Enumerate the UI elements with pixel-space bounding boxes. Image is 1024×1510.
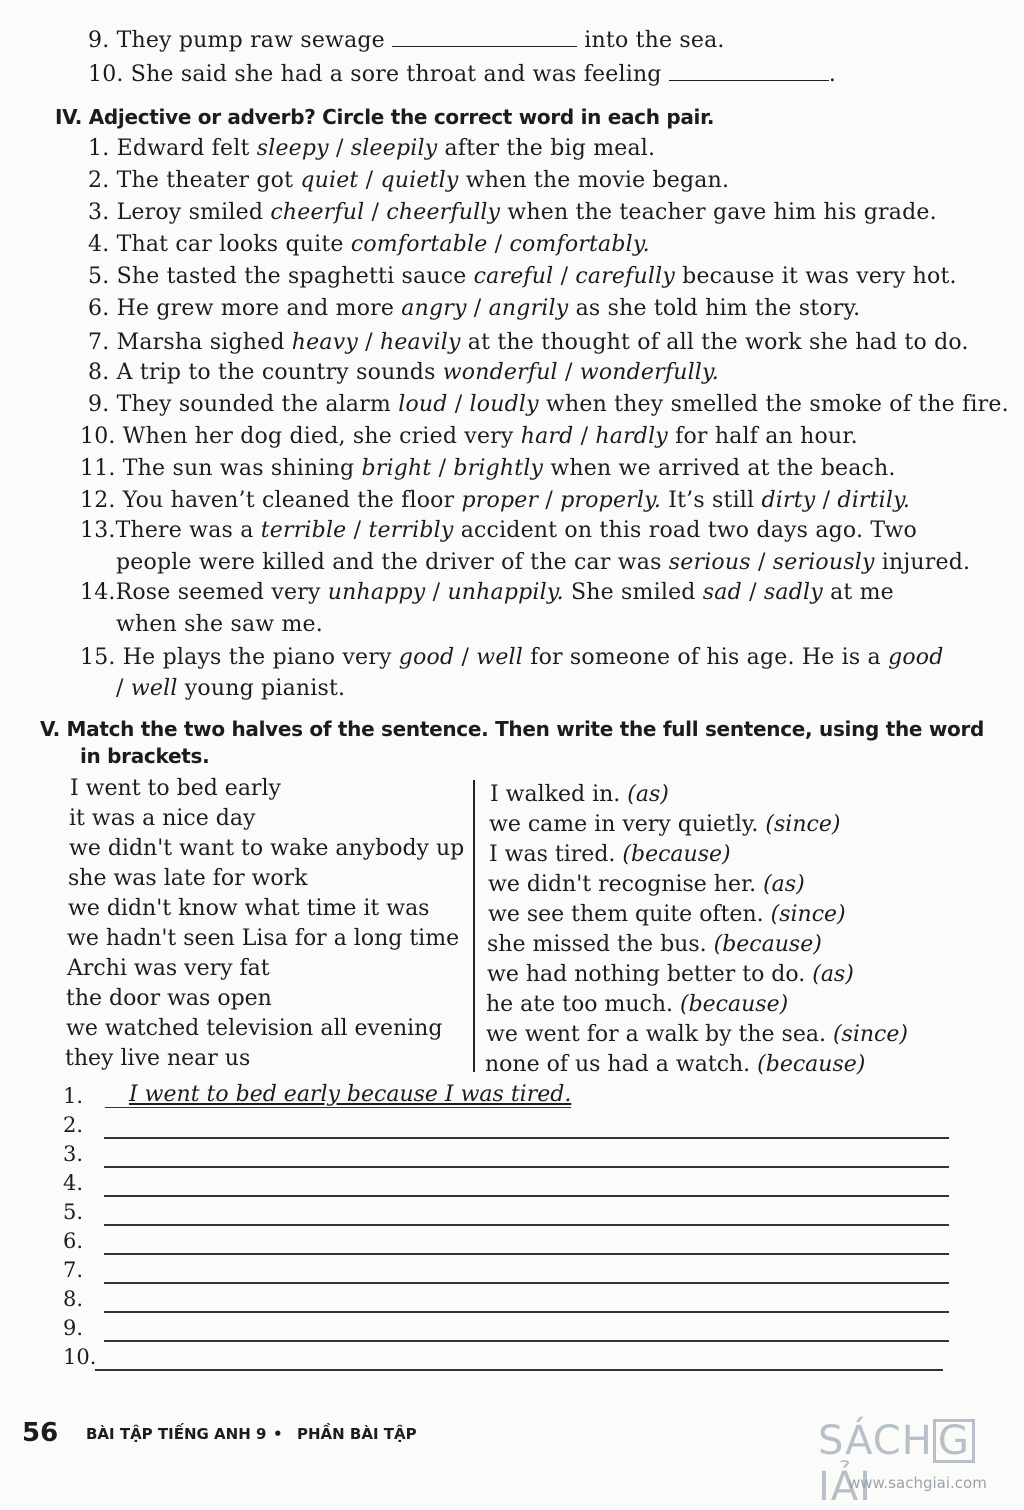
website-url: www.sachgiai.com (848, 1474, 987, 1492)
option-word[interactable]: sadly (763, 580, 823, 605)
right-half-7[interactable]: we had nothing better to do. (as) (487, 962, 854, 987)
question-10-prev: 10. She said she had a sore throat and was feeling . (88, 62, 837, 87)
question-11: 11. The sun was shining bright / brightly when we arrived at the beach. (80, 456, 896, 481)
option-word[interactable]: angrily (488, 296, 569, 321)
answer-line[interactable] (104, 1224, 949, 1226)
option-word[interactable]: angry (401, 296, 467, 321)
section-5-heading: V. Match the two halves of the sentence. Then write the full sentence, using the word (40, 717, 985, 741)
right-half-10[interactable]: none of us had a watch. (because) (485, 1052, 866, 1077)
right-half-3[interactable]: I was tired. (because) (489, 842, 731, 867)
left-half-10[interactable]: they live near us (65, 1046, 251, 1071)
option-word[interactable]: good (888, 645, 944, 670)
question-13-cont: people were killed and the driver of the car was serious / seriously injured. (116, 550, 971, 575)
question-10: 10. When her dog died, she cried very hard / hardly for half an hour. (80, 424, 858, 449)
right-half-6[interactable]: she missed the bus. (because) (487, 932, 822, 957)
question-3: 3. Leroy smiled cheerful / cheerfully when the teacher gave him his grade. (88, 200, 937, 225)
question-14-cont: when she saw me. (116, 612, 323, 637)
question-4: 4. That car looks quite comfortable / comfortably. (88, 232, 650, 257)
right-half-5[interactable]: we see them quite often. (since) (488, 902, 846, 927)
right-half-1[interactable]: I walked in. (as) (490, 782, 669, 807)
question-6: 6. He grew more and more angry / angrily as she told him the story. (88, 296, 861, 321)
left-half-8[interactable]: the door was open (66, 986, 272, 1011)
section-4-heading: IV. Adjective or adverb? Circle the correct word in each pair. (55, 105, 715, 129)
answer-line[interactable] (104, 1340, 949, 1342)
option-word[interactable]: careful (473, 264, 554, 289)
option-word[interactable]: well (476, 645, 524, 670)
option-word[interactable]: sad (702, 580, 742, 605)
left-half-6[interactable]: we hadn't seen Lisa for a long time (67, 926, 460, 951)
question-12: 12. You haven’t cleaned the floor proper / properly. It’s still dirty / dirtily. (80, 488, 911, 513)
option-word[interactable]: well (130, 676, 178, 701)
option-word[interactable]: properly. (560, 488, 662, 513)
answer-number: 9. (63, 1316, 84, 1340)
option-word[interactable]: wonderfully. (579, 360, 719, 385)
option-word[interactable]: unhappily. (447, 580, 564, 605)
option-word[interactable]: comfortable (350, 232, 488, 257)
question-2: 2. The theater got quiet / quietly when the movie began. (88, 168, 730, 193)
left-half-4[interactable]: she was late for work (68, 866, 308, 891)
option-word[interactable]: terribly (368, 518, 454, 543)
answer-number: 7. (63, 1258, 84, 1282)
option-word[interactable]: hardly (595, 424, 668, 449)
left-half-1[interactable]: I went to bed early (70, 776, 281, 801)
left-half-7[interactable]: Archi was very fat (67, 956, 270, 981)
option-word[interactable]: bright (361, 456, 432, 481)
option-word[interactable]: dirtily. (837, 488, 911, 513)
option-word[interactable]: good (398, 645, 455, 670)
answer-line[interactable] (95, 1369, 943, 1371)
left-half-2[interactable]: it was a nice day (69, 806, 256, 831)
right-half-8[interactable]: he ate too much. (because) (486, 992, 789, 1017)
option-word[interactable]: seriously (772, 550, 875, 575)
answer-line[interactable] (104, 1195, 949, 1197)
question-13: 13.There was a terrible / terribly accident on this road two days ago. Two (80, 518, 917, 543)
option-word[interactable]: wonderful (442, 360, 558, 385)
answer-blank[interactable] (669, 80, 829, 81)
column-divider (473, 780, 475, 1072)
sachgiai-logo: SÁCH GIẢI (818, 1418, 1024, 1510)
option-word[interactable]: hard (520, 424, 574, 449)
answer-number: 1. (63, 1084, 84, 1108)
answer-line[interactable] (104, 1137, 949, 1139)
example-answer: I went to bed early because I was tired. (105, 1082, 571, 1108)
option-word[interactable]: unhappy (327, 580, 426, 605)
page-number: 56 (22, 1418, 59, 1448)
option-word[interactable]: dirty (761, 488, 816, 513)
answer-blank[interactable] (392, 46, 577, 47)
option-word[interactable]: cheerful (270, 200, 365, 225)
option-word[interactable]: sleepily (350, 136, 438, 161)
question-9: 9. They sounded the alarm loud / loudly when they smelled the smoke of the fire. (88, 392, 1009, 417)
bullet: • (273, 1425, 283, 1443)
answer-number: 2. (63, 1113, 84, 1137)
right-half-9[interactable]: we went for a walk by the sea. (since) (486, 1022, 908, 1047)
part-title: PHẦN BÀI TẬP (297, 1425, 417, 1443)
left-half-9[interactable]: we watched television all evening (66, 1016, 443, 1041)
option-word[interactable]: sleepy (256, 136, 329, 161)
option-word[interactable]: comfortably. (509, 232, 650, 257)
option-word[interactable]: quiet (300, 168, 359, 193)
option-word[interactable]: cheerfully (386, 200, 501, 225)
answer-number: 3. (63, 1142, 84, 1166)
right-half-4[interactable]: we didn't recognise her. (as) (488, 872, 805, 897)
answer-line[interactable] (104, 1166, 949, 1168)
answer-line[interactable] (104, 1253, 949, 1255)
answer-number: 4. (63, 1171, 84, 1195)
question-15-cont: / well young pianist. (116, 676, 346, 701)
answer-line[interactable] (104, 1282, 949, 1284)
book-title: BÀI TẬP TIẾNG ANH 9 (86, 1425, 267, 1443)
question-15: 15. He plays the piano very good / well for someone of his age. He is a good (80, 645, 944, 670)
option-word[interactable]: proper (461, 488, 539, 513)
answer-number: 6. (63, 1229, 84, 1253)
left-half-3[interactable]: we didn't want to wake anybody up (69, 836, 465, 861)
left-half-5[interactable]: we didn't know what time it was (68, 896, 430, 921)
answer-number: 10. (63, 1345, 97, 1369)
option-word[interactable]: quietly (380, 168, 459, 193)
question-9-prev: 9. They pump raw sewage into the sea. (88, 28, 725, 53)
option-word[interactable]: brightly (453, 456, 544, 481)
option-word[interactable]: carefully (575, 264, 675, 289)
answer-number: 5. (63, 1200, 84, 1224)
option-word[interactable]: loud (398, 392, 448, 417)
option-word[interactable]: loudly (469, 392, 539, 417)
answer-number: 8. (63, 1287, 84, 1311)
answer-line[interactable] (104, 1311, 949, 1313)
question-14: 14.Rose seemed very unhappy / unhappily. She smiled sad / sadly at me (80, 580, 894, 605)
right-half-2[interactable]: we came in very quietly. (since) (489, 812, 841, 837)
option-word[interactable]: heavy (291, 330, 358, 355)
question-8: 8. A trip to the country sounds wonderful / wonderfully. (88, 360, 719, 385)
option-word[interactable]: serious (668, 550, 751, 575)
option-word[interactable]: heavily (379, 330, 461, 355)
question-1: 1. Edward felt sleepy / sleepily after the big meal. (88, 136, 656, 161)
question-7: 7. Marsha sighed heavy / heavily at the thought of all the work she had to do. (88, 330, 969, 355)
option-word[interactable]: terrible (260, 518, 347, 543)
section-5-heading-cont: in brackets. (80, 744, 210, 768)
question-5: 5. She tasted the spaghetti sauce careful / carefully because it was very hot. (88, 264, 957, 289)
